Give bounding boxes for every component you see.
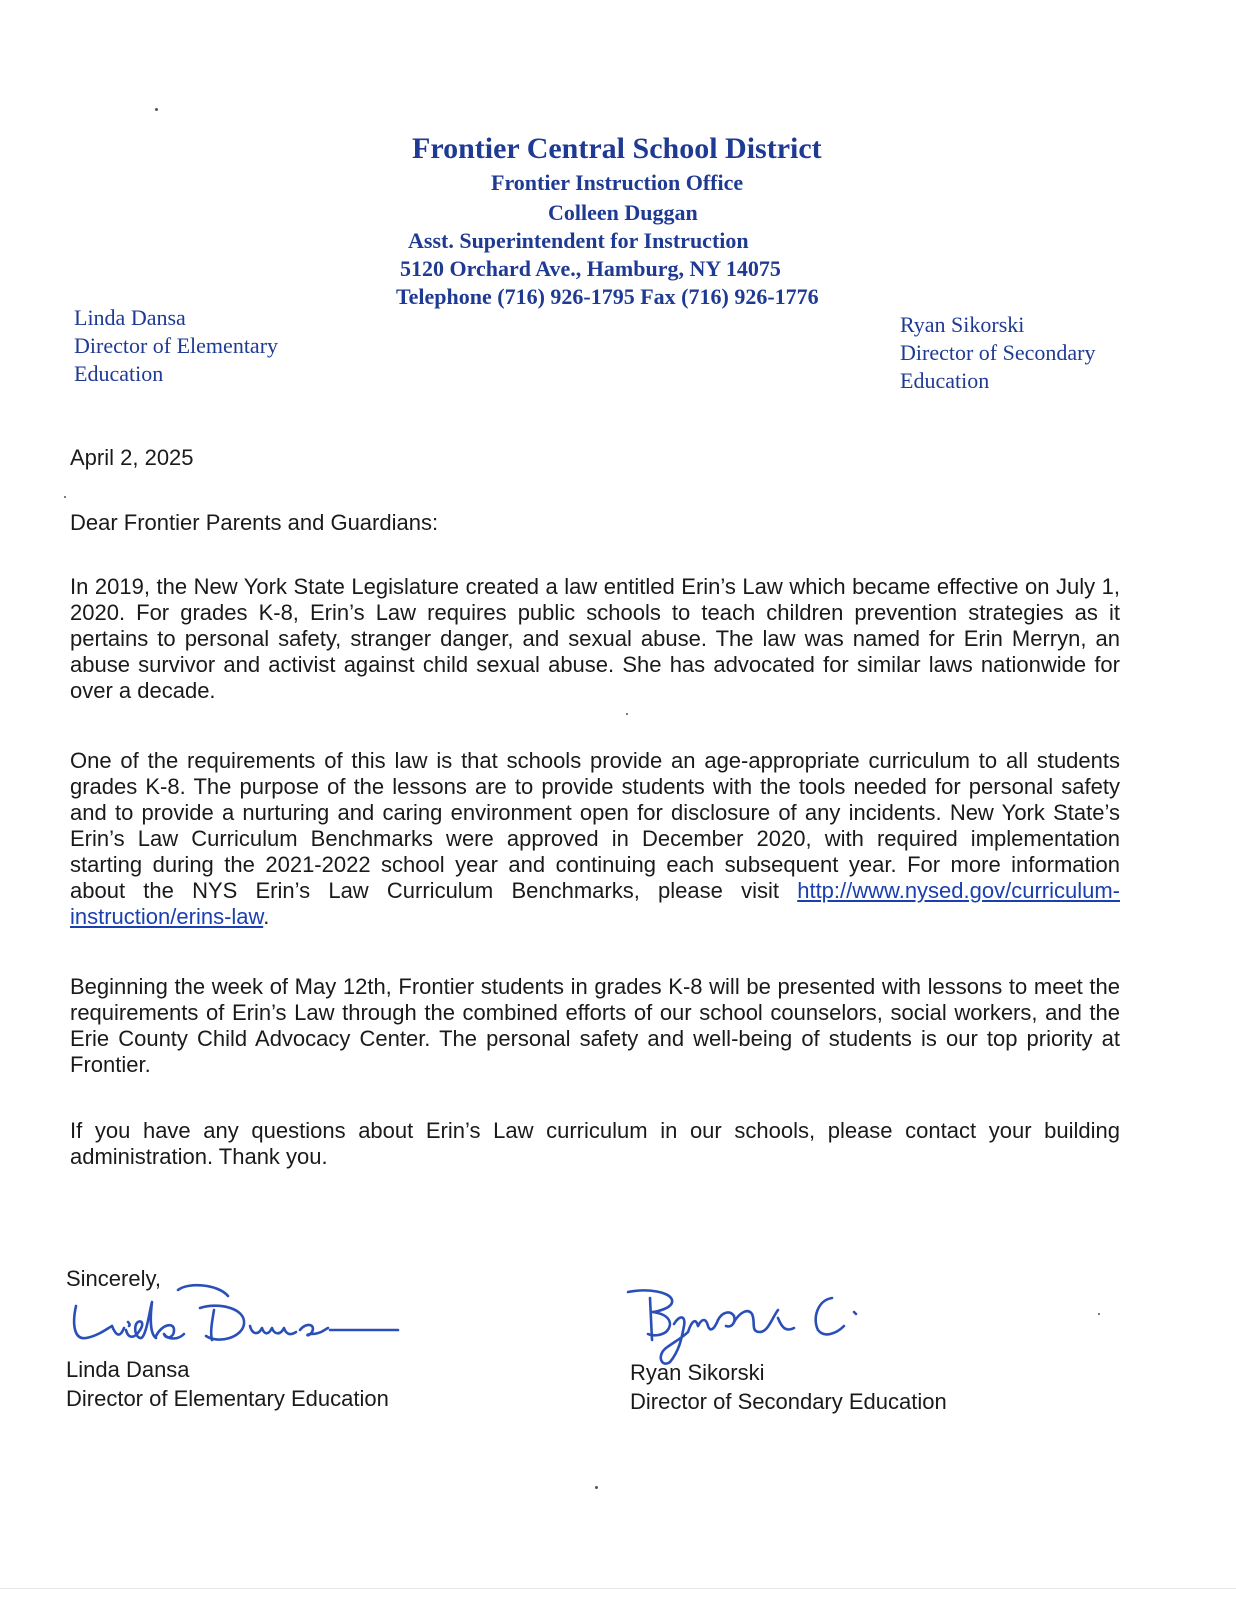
letter-date: April 2, 2025: [70, 445, 194, 470]
district-address: 5120 Orchard Ave., Hamburg, NY 14075: [400, 256, 781, 281]
signer-title: Director of Secondary Education: [630, 1389, 947, 1414]
paragraph-erins-law-intro: In 2019, the New York State Legislature created a law entitled Erin’s Law which became effective on July 1, 2020. For grades K-8, Erin’s Law requires public schools to teach children prevention strategies as it pertains to personal safety, stranger danger, and sexual abuse. The law was named for Erin Merryn, an abuse survivor and activist against child sexual abuse. She has advocated for similar laws nationwide for over a decade.: [70, 574, 1120, 703]
signer-title: Director of Elementary Education: [66, 1386, 389, 1411]
director-title-line: Director of Elementary: [74, 333, 279, 358]
scan-speck: [626, 713, 628, 715]
nysed-link[interactable]: http://www.nysed.gov/curriculum-instruction/erins-law: [70, 878, 1120, 929]
closing: Sincerely,: [66, 1266, 161, 1291]
district-phone: Telephone (716) 926-1795 Fax (716) 926-1776: [396, 284, 819, 309]
director-name: Linda Dansa: [74, 305, 186, 330]
scan-speck: [595, 1486, 598, 1489]
office-name: Frontier Instruction Office: [491, 170, 744, 195]
director-title-line: Director of Secondary: [900, 340, 1096, 365]
director-secondary-block: [900, 311, 1095, 395]
superintendent-title: Asst. Superintendent for Instruction: [408, 228, 749, 253]
paragraph-lesson-schedule: Beginning the week of May 12th, Frontier students in grades K-8 will be presented with lessons to meet the requirements of Erin’s Law through the combined efforts of our school counselors, social workers, and the Erie County Child Advocacy Center. The personal safety and well-being of students is our top priority at Frontier.: [70, 974, 1120, 1077]
salutation: Dear Frontier Parents and Guardians:: [70, 510, 439, 535]
director-elementary-block: [74, 304, 278, 388]
district-name: Frontier Central School District: [412, 132, 822, 165]
paragraph-end: .: [263, 904, 270, 929]
signer-ryan-sikorski: [630, 1358, 947, 1416]
paragraph-questions: If you have any questions about Erin’s Law curriculum in our schools, please contact your building administration. Thank you.: [70, 1118, 1120, 1169]
scan-speck: [64, 496, 66, 498]
scan-speck: [155, 108, 158, 111]
director-title-line: Education: [74, 361, 164, 386]
signer-name: Ryan Sikorski: [630, 1360, 765, 1385]
director-title-line: Education: [900, 368, 990, 393]
signature-linda-dansa: [68, 1278, 408, 1358]
signature-ryan-sikorski: [622, 1278, 882, 1368]
director-name: Ryan Sikorski: [900, 312, 1025, 337]
paragraph-curriculum-requirements: [70, 748, 1120, 930]
scan-edge: [0, 1588, 1236, 1589]
superintendent-name: Colleen Duggan: [548, 200, 698, 225]
signer-linda-dansa: [66, 1355, 389, 1413]
scan-speck: [1098, 1313, 1100, 1315]
paragraph-text: One of the requirements of this law is that schools provide an age-appropriate curriculum to all students grades K-8. The purpose of the lessons are to provide students with the tools needed for personal safety and to provide a nurturing and caring environment open for disclosure of any incidents. New York State’s Erin’s Law Curriculum Benchmarks were approved in December 2020, with required implementation starting during the 2021-2022 school year and continuing each subsequent year. For more information about the NYS Erin’s Law Curriculum Benchmarks, please visit: [70, 748, 1120, 903]
signer-name: Linda Dansa: [66, 1357, 190, 1382]
